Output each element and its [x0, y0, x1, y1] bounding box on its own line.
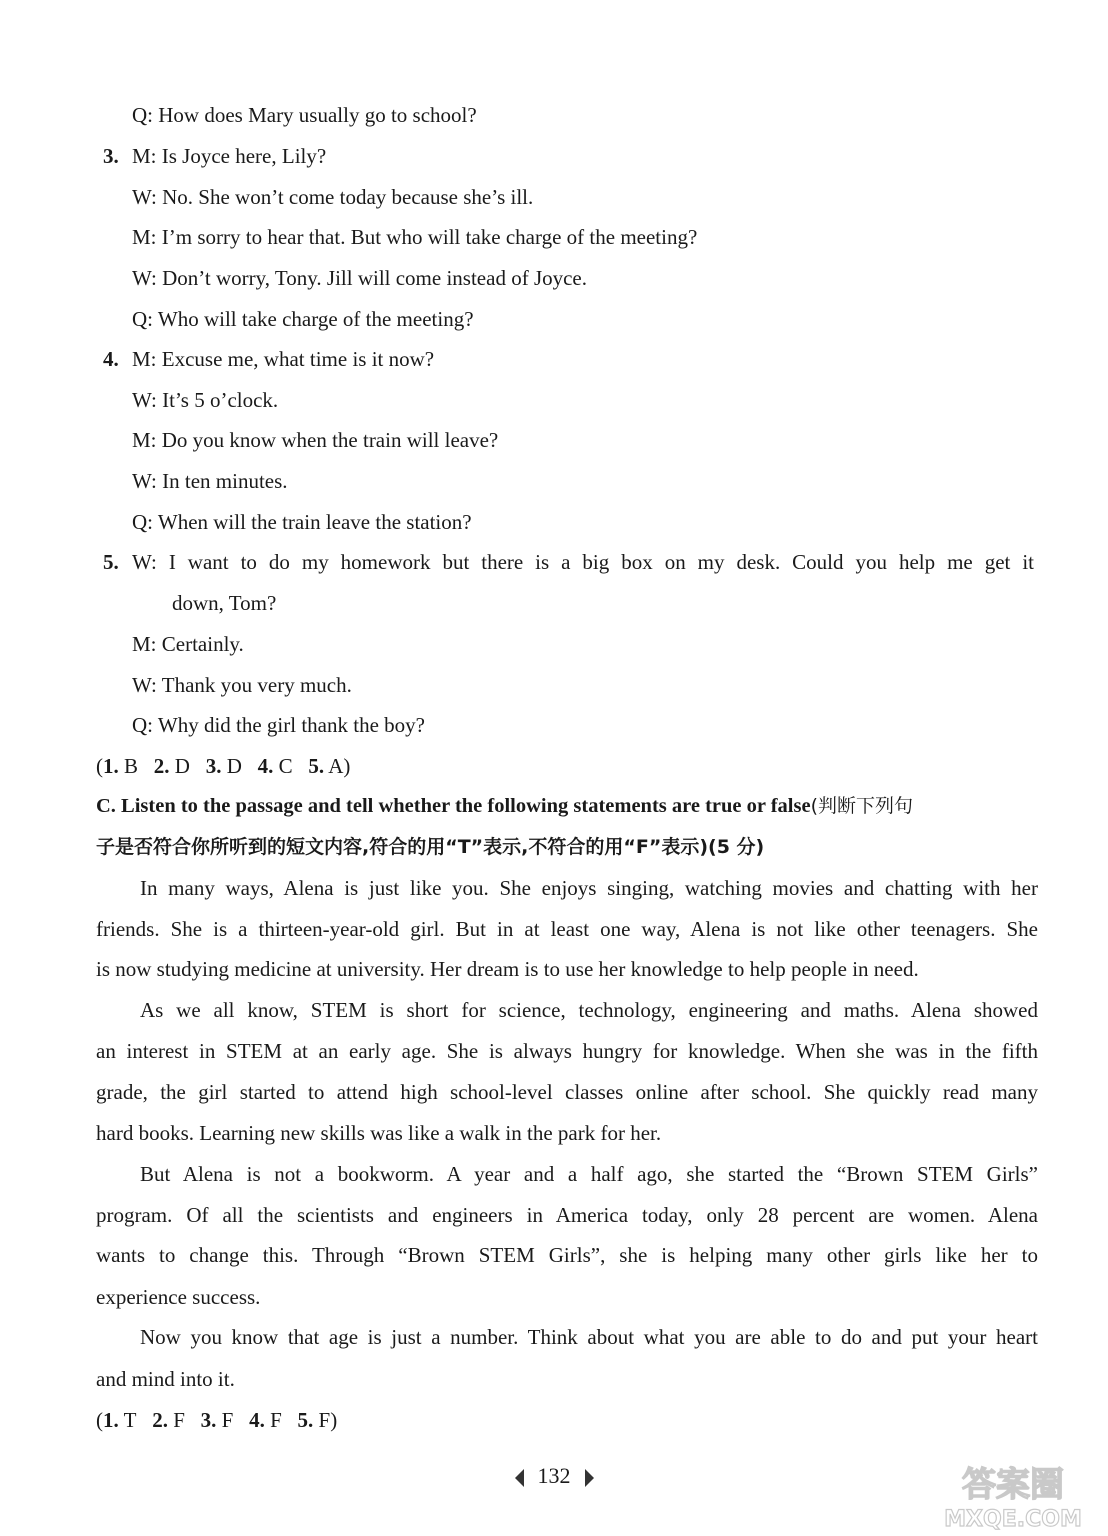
page-number: 132: [537, 1463, 571, 1488]
passage-p2-line-2: an interest in STEM at an early age. She is always hungry for knowledge. When she was in the fifth: [96, 1039, 1038, 1063]
passage-p3-line-3: wants to change this. Through “Brown STEM Girls”, she is helping many other girls like her to: [96, 1243, 1038, 1267]
answer-value: F: [270, 1408, 282, 1432]
dialog-5-line-1b: down, Tom?: [172, 591, 277, 615]
passage-p1-line-3: is now studying medicine at university. Her dream is to use her knowledge to help people in need.: [96, 957, 919, 981]
watermark-cn-text: 答案圈: [962, 1465, 1064, 1505]
passage-p2-line-4: hard books. Learning new skills was like a walk in the park for her.: [96, 1121, 662, 1145]
answer-number: 3.: [200, 1408, 217, 1432]
dialog-5-number: 5.: [103, 550, 119, 574]
answer-number: 2.: [153, 754, 170, 778]
passage-p2-line-1: As we all know, STEM is short for science, technology, engineering and maths. Alena showed: [140, 998, 1038, 1022]
passage-p1-line-2: friends. She is a thirteen-year-old girl. But in at least one way, Alena is not like other teenagers. She: [96, 917, 1038, 941]
passage-p3-line-2: program. Of all the scientists and engineers in America today, only 28 percent are women. Alena: [96, 1203, 1038, 1227]
passage-p1-line-1: In many ways, Alena is just like you. She enjoys singing, watching movies and chatting with her: [140, 876, 1038, 900]
passage-p4-line-2: and mind into it.: [96, 1367, 235, 1391]
dialog-4-line-2: W: It’s 5 o’clock.: [132, 388, 279, 412]
section-c-heading-cn-2: 子是否符合你所听到的短文内容,符合的用“T”表示,不符合的用“F”表示)(5 分): [96, 836, 765, 858]
section-c-heading-en: C. Listen to the passage and tell whether the following statements are true or false: [96, 795, 811, 817]
answer-number: 2.: [152, 1408, 168, 1432]
dialog-4-question: Q: When will the train leave the station?: [132, 510, 472, 534]
passage-p4-line-1: Now you know that age is just a number. Think about what you are able to do and put your heart: [140, 1325, 1038, 1349]
answer-value: F: [221, 1408, 234, 1432]
answers-close-paren: ): [330, 1408, 338, 1432]
section-c-heading-line-2: [96, 834, 764, 860]
dialog-3-line-1: M: Is Joyce here, Lily?: [132, 144, 327, 168]
previous-page-icon[interactable]: [515, 1469, 524, 1487]
answer-value: F: [173, 1408, 185, 1432]
answer-value: A: [328, 754, 344, 778]
dialog-4-line-4: W: In ten minutes.: [132, 469, 288, 493]
answer-number: 1.: [103, 1408, 119, 1432]
answers-open-paren: (: [96, 754, 103, 778]
dialog-5-line-3: W: Thank you very much.: [132, 673, 352, 697]
dialog-3-line-4: W: Don’t worry, Tony. Jill will come instead of Joyce.: [132, 266, 588, 290]
answer-number: 1.: [103, 754, 119, 778]
answer-value: D: [174, 754, 190, 778]
watermark-en-text: MXQE.COM: [944, 1507, 1082, 1532]
answer-value: D: [226, 754, 242, 778]
dialog-3-line-3: M: I’m sorry to hear that. But who will take charge of the meeting?: [132, 225, 698, 249]
dialog-3-number: 3.: [103, 144, 119, 168]
passage-p3-line-4: experience success.: [96, 1285, 261, 1309]
answer-number: 5.: [297, 1408, 314, 1432]
dialog-3-line-2: W: No. She won’t come today because she’s ill.: [132, 185, 534, 209]
watermark-logo: [928, 1462, 1098, 1532]
section-c-heading-cn-1: (判断下列句: [810, 795, 913, 817]
answers-section-b: [96, 753, 350, 779]
passage-p2-line-3: grade, the girl started to attend high school-level classes online after school. She quickly read many: [96, 1080, 1038, 1104]
answer-number: 4.: [257, 754, 274, 778]
next-page-icon[interactable]: [585, 1469, 594, 1487]
answer-value: T: [123, 1408, 137, 1432]
dialog-4-line-3: M: Do you know when the train will leave?: [132, 428, 499, 452]
passage-p3-line-1: But Alena is not a bookworm. A year and a half ago, she started the “Brown STEM Girls”: [140, 1162, 1038, 1186]
answer-value: C: [278, 754, 293, 778]
dialog-4-number: 4.: [103, 347, 119, 371]
answer-value: B: [124, 754, 139, 778]
answer-number: 3.: [205, 754, 222, 778]
dialog-5-question: Q: Why did the girl thank the boy?: [132, 713, 425, 737]
answers-close-paren: ): [343, 754, 351, 778]
answers-open-paren: (: [96, 1408, 103, 1432]
dialog-5-line-1a: W: I want to do my homework but there is a big box on my desk. Could you help me get it: [132, 550, 1034, 574]
answer-number: 4.: [249, 1408, 265, 1432]
section-c-heading: [96, 793, 913, 819]
answer-number: 5.: [308, 754, 325, 778]
dialog-2-question: Q: How does Mary usually go to school?: [132, 103, 477, 127]
dialog-3-question: Q: Who will take charge of the meeting?: [132, 307, 474, 331]
dialog-4-line-1: M: Excuse me, what time is it now?: [132, 347, 435, 371]
answers-section-c: [96, 1407, 337, 1433]
answer-value: F: [318, 1408, 331, 1432]
dialog-5-line-2: M: Certainly.: [132, 632, 244, 656]
